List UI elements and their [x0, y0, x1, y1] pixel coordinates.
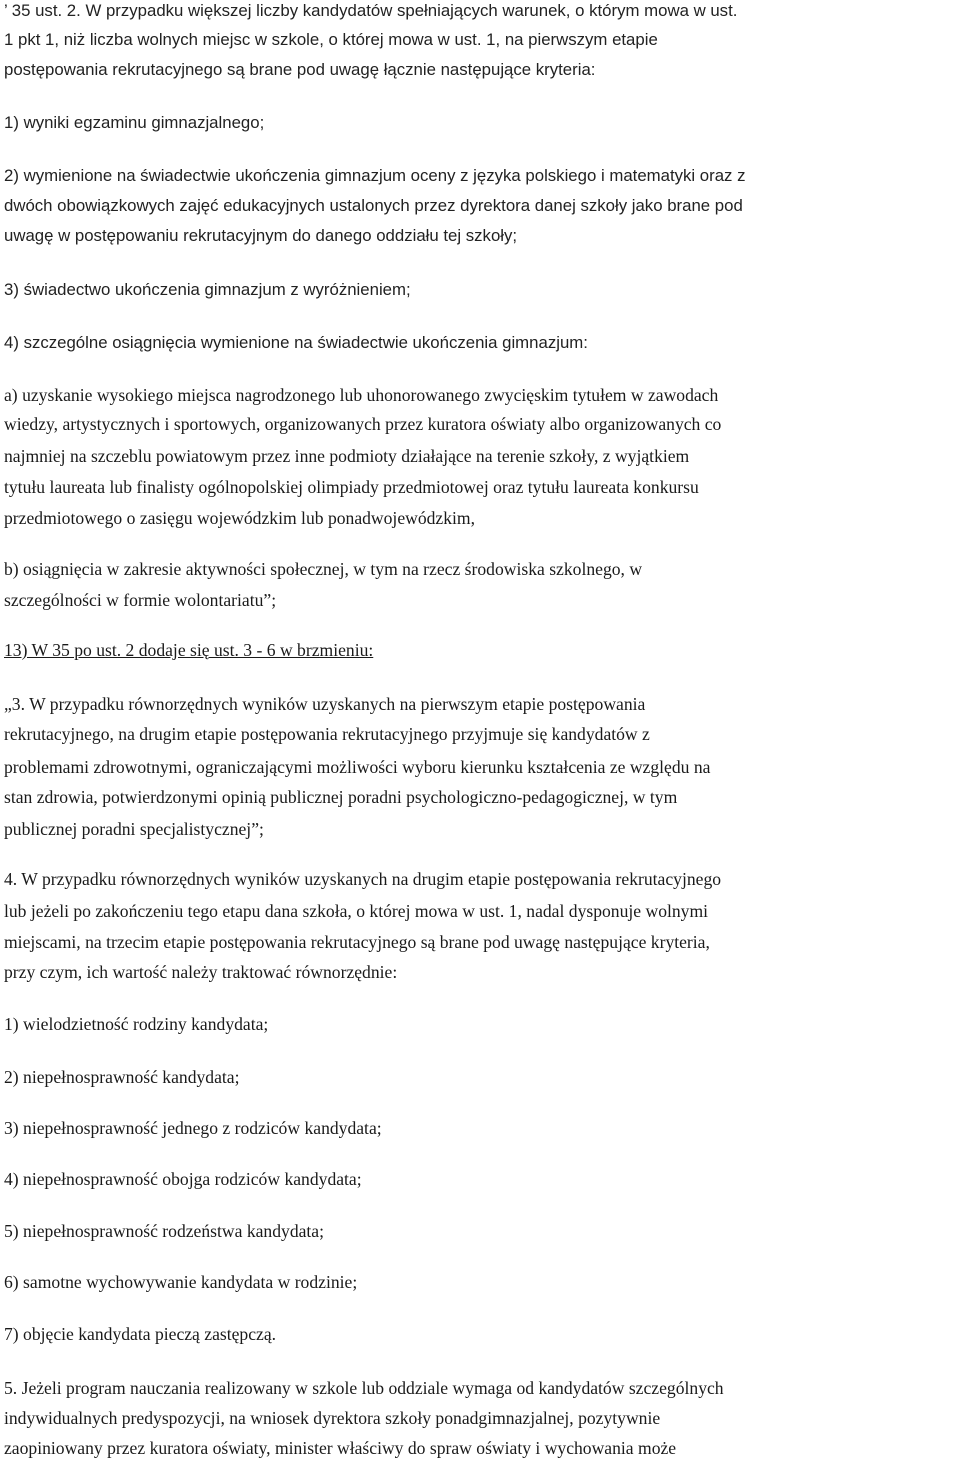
text-line: 1 pkt 1, niż liczba wolnych miejsc w szkole, o której mowa w ust. 1, na pierwszym etapie — [4, 30, 658, 49]
list-item: 6) samotne wychowywanie kandydata w rodzinie; — [4, 1272, 358, 1292]
list-item: 5) niepełnosprawność rodzeństwa kandydata; — [4, 1221, 325, 1241]
text-line: 4. W przypadku równorzędnych wyników uzyskanych na drugim etapie postępowania rekrutacyjnego — [4, 869, 722, 889]
text-line: ’ 35 ust. 2. W przypadku większej liczby kandydatów spełniających warunek, o którym mowa w ust. — [4, 1, 738, 20]
text-line: rekrutacyjnego, na drugim etapie postępowania rekrutacyjnego przyjmuje się kandydatów z — [4, 724, 650, 744]
text-line: postępowania rekrutacyjnego są brane pod uwagę łącznie następujące kryteria: — [4, 60, 596, 79]
text-line: szczególności w formie wolontariatu”; — [4, 590, 277, 610]
text-line: uwagę w postępowaniu rekrutacyjnym do danego oddziału tej szkoły; — [4, 226, 518, 245]
list-item: 2) niepełnosprawność kandydata; — [4, 1067, 240, 1087]
text-line: dwóch obowiązkowych zajęć edukacyjnych ustalonych przez dyrektora danej szkoły jako brane pod — [4, 196, 743, 215]
amendment-heading: 13) W 35 po ust. 2 dodaje się ust. 3 - 6 w brzmieniu: — [4, 640, 374, 660]
text-line: 3) świadectwo ukończenia gimnazjum z wyróżnieniem; — [4, 280, 411, 299]
text-line: miejscami, na trzecim etapie postępowania rekrutacyjnego są brane pod uwagę następujące kryteria, — [4, 932, 710, 952]
list-item: 1) wielodzietność rodziny kandydata; — [4, 1014, 269, 1034]
text-line: stan zdrowia, potwierdzonymi opinią publicznej poradni psychologiczno-pedagogicznej, w tym — [4, 787, 678, 807]
text-line: a) uzyskanie wysokiego miejsca nagrodzonego lub uhonorowanego zwycięskim tytułem w zawodach — [4, 385, 719, 405]
list-item: 3) niepełnosprawność jednego z rodziców kandydata; — [4, 1118, 382, 1138]
text-line: przedmiotowego o zasięgu wojewódzkim lub ponadwojewódzkim, — [4, 508, 476, 528]
text-line: wiedzy, artystycznych i sportowych, organizowanych przez kuratora oświaty albo organizowanych co — [4, 414, 722, 434]
text-line: indywidualnych predyspozycji, na wniosek dyrektora szkoły ponadgimnazjalnej, pozytywnie — [4, 1408, 661, 1428]
text-line: „3. W przypadku równorzędnych wyników uzyskanych na pierwszym etapie postępowania — [4, 694, 646, 714]
text-line: zaopiniowany przez kuratora oświaty, minister właściwy do spraw oświaty i wychowania może — [4, 1438, 677, 1458]
text-line: 1) wyniki egzaminu gimnazjalnego; — [4, 113, 265, 132]
text-line: 4) szczególne osiągnięcia wymienione na świadectwie ukończenia gimnazjum: — [4, 333, 588, 352]
text-line: najmniej na szczeblu powiatowym przez inne podmioty działające na terenie szkoły, z wyjątkiem — [4, 446, 690, 466]
list-item: 4) niepełnosprawność obojga rodziców kandydata; — [4, 1169, 362, 1189]
text-line: przy czym, ich wartość należy traktować równorzędnie: — [4, 962, 398, 982]
text-line: tytułu laureata lub finalisty ogólnopolskiej olimpiady przedmiotowej oraz tytułu laureata konkursu — [4, 477, 699, 497]
list-item: 7) objęcie kandydata pieczą zastępczą. — [4, 1324, 277, 1344]
text-line: lub jeżeli po zakończeniu tego etapu dana szkoła, o której mowa w ust. 1, nadal dysponuje wolnymi — [4, 901, 709, 921]
text-line: 2) wymienione na świadectwie ukończenia gimnazjum oceny z języka polskiego i matematyki oraz z — [4, 166, 746, 185]
text-line: publicznej poradni specjalistycznej”; — [4, 819, 264, 839]
text-line: b) osiągnięcia w zakresie aktywności społecznej, w tym na rzecz środowiska szkolnego, w — [4, 559, 643, 579]
text-line: problemami zdrowotnymi, ograniczającymi możliwości wyboru kierunku kształcenia ze względu na — [4, 757, 711, 777]
text-line: 5. Jeżeli program nauczania realizowany w szkole lub oddziale wymaga od kandydatów szczególnych — [4, 1378, 724, 1398]
